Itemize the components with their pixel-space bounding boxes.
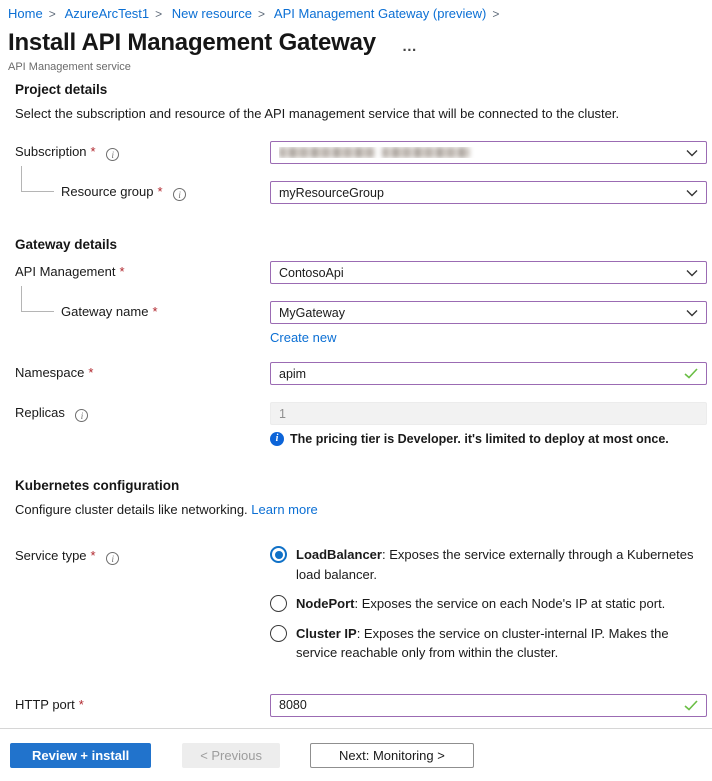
info-icon[interactable]: i	[75, 409, 88, 422]
http-port-label	[15, 694, 270, 712]
kubernetes-description-text: Configure cluster details like networking.	[15, 502, 248, 517]
field-row-namespace	[15, 362, 712, 385]
replicas-label	[15, 402, 270, 422]
resource-group-value: myResourceGroup	[279, 185, 384, 200]
breadcrumb-new-resource[interactable]: New resource	[171, 6, 252, 21]
label-text: Gateway name	[61, 304, 149, 319]
field-row-service-type	[15, 545, 712, 673]
breadcrumb-separator-icon: >	[258, 7, 266, 21]
create-new-link[interactable]: Create new	[270, 330, 337, 345]
chevron-down-icon	[686, 269, 698, 277]
required-marker: *	[152, 304, 158, 319]
redacted-subscription-value	[279, 147, 680, 158]
label-text: Replicas	[15, 405, 65, 420]
radio-label-loadbalancer	[296, 545, 707, 584]
replicas-field	[270, 402, 707, 425]
learn-more-link[interactable]: Learn more	[251, 502, 318, 517]
previous-button[interactable]: < Previous	[182, 743, 280, 768]
notice-text: The pricing tier is Developer. it's limited to deploy at most once.	[290, 432, 669, 446]
gateway-name-value: MyGateway	[279, 305, 345, 320]
breadcrumb-separator-icon: >	[48, 7, 56, 21]
option-name: LoadBalancer	[296, 547, 382, 562]
page-subtitle: API Management service	[8, 61, 131, 73]
review-install-button[interactable]: Review + install	[10, 743, 151, 768]
info-icon[interactable]: i	[106, 148, 119, 161]
option-description: : Exposes the service on each Node's IP at static port.	[354, 596, 666, 611]
gateway-name-dropdown[interactable]	[270, 301, 707, 324]
service-type-label	[15, 545, 270, 565]
breadcrumb-api-management-gateway[interactable]: API Management Gateway (preview)	[273, 6, 487, 21]
api-management-dropdown[interactable]	[270, 261, 707, 284]
breadcrumb	[0, 0, 712, 21]
chevron-down-icon	[686, 189, 698, 197]
required-marker: *	[88, 365, 94, 380]
kubernetes-configuration-heading: Kubernetes configuration	[15, 478, 180, 493]
info-badge-icon: i	[270, 432, 284, 446]
breadcrumb-azurearctest1[interactable]: AzureArcTest1	[64, 6, 150, 21]
http-port-input[interactable]	[279, 698, 678, 712]
more-options-icon[interactable]: …	[401, 38, 418, 55]
wizard-footer	[0, 728, 712, 781]
label-text: HTTP port	[15, 696, 75, 712]
radio-option-cluster-ip	[270, 624, 707, 663]
radio-button-cluster-ip[interactable]	[270, 625, 287, 642]
option-description: : Exposes the service on cluster-internal IP. Makes the service reachable only from within the cluster.	[296, 625, 669, 660]
option-name: NodePort	[296, 596, 355, 611]
radio-button-nodeport[interactable]	[270, 595, 287, 612]
label-text: Subscription	[15, 144, 87, 159]
http-port-field	[270, 694, 707, 717]
kubernetes-description	[15, 502, 712, 517]
pricing-tier-notice	[270, 432, 707, 446]
next-monitoring-button[interactable]: Next: Monitoring >	[310, 743, 474, 768]
resource-group-dropdown[interactable]	[270, 181, 707, 204]
required-marker: *	[119, 264, 125, 279]
api-management-label	[15, 261, 270, 279]
namespace-field	[270, 362, 707, 385]
radio-button-loadbalancer[interactable]	[270, 546, 287, 563]
label-text: API Management	[15, 264, 116, 279]
subscription-dropdown[interactable]	[270, 141, 707, 164]
field-row-http-port	[15, 694, 712, 717]
label-text: Service type	[15, 548, 87, 563]
required-marker: *	[90, 548, 96, 563]
page-title: Install API Management Gateway	[8, 29, 376, 56]
replicas-value: 1	[279, 406, 286, 421]
info-icon[interactable]: i	[173, 188, 186, 201]
chevron-down-icon	[686, 309, 698, 317]
option-description: : Exposes the service externally through a Kubernetes load balancer.	[296, 547, 694, 582]
api-management-value: ContosoApi	[279, 265, 344, 280]
info-icon[interactable]: i	[106, 552, 119, 565]
field-row-subscription	[15, 141, 712, 164]
required-marker: *	[78, 696, 84, 712]
subscription-label	[15, 141, 270, 161]
field-row-api-management	[15, 261, 712, 284]
radio-option-loadbalancer	[270, 545, 707, 584]
field-row-gateway-name	[15, 301, 712, 347]
label-text: Namespace	[15, 365, 85, 380]
radio-label-cluster-ip	[296, 624, 707, 663]
required-marker: *	[157, 184, 163, 199]
field-row-replicas	[15, 402, 712, 446]
gateway-details-heading: Gateway details	[15, 237, 118, 252]
breadcrumb-home[interactable]: Home	[8, 6, 43, 21]
namespace-label	[15, 362, 270, 380]
chevron-down-icon	[686, 149, 698, 157]
tree-connector	[21, 286, 54, 312]
namespace-input[interactable]	[279, 367, 678, 381]
option-name: Cluster IP	[296, 625, 357, 641]
project-details-heading: Project details	[15, 82, 108, 97]
required-marker: *	[90, 144, 96, 159]
field-row-resource-group	[15, 181, 712, 204]
valid-check-icon	[684, 700, 698, 711]
breadcrumb-separator-icon: >	[155, 7, 163, 21]
label-text: Resource group	[61, 184, 154, 199]
valid-check-icon	[684, 368, 698, 379]
radio-label-nodeport	[296, 594, 707, 614]
project-details-description: Select the subscription and resource of the API management service that will be connected to the cluster.	[15, 106, 620, 121]
tree-connector	[21, 166, 54, 192]
breadcrumb-separator-icon: >	[492, 7, 500, 21]
radio-option-nodeport	[270, 594, 707, 614]
